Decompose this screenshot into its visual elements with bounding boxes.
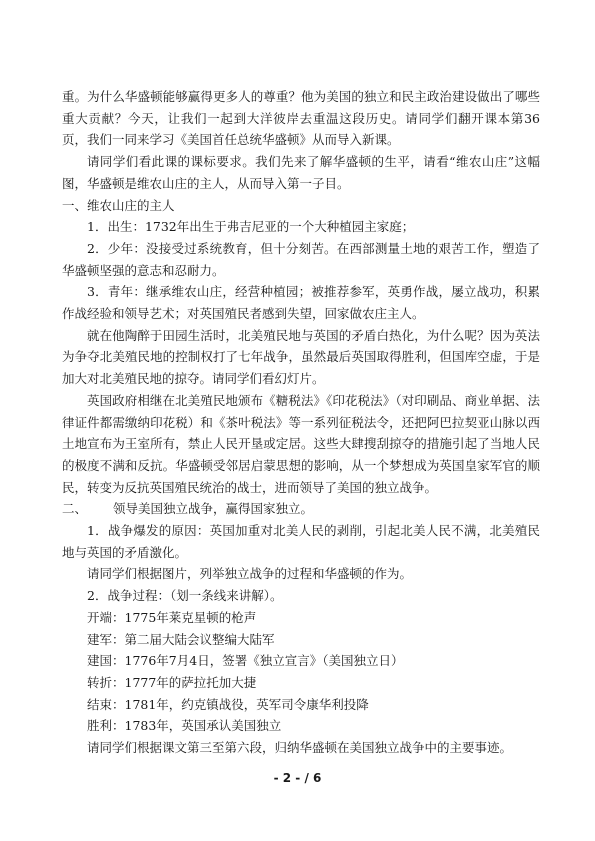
section-number: 二、 xyxy=(62,501,88,517)
list-item-young-adult: 3．青年：继承维农山庄，经营种植园；被推荐参军，英勇作战，屡立战功，积累作战经验和领导艺术；对英国殖民者感到失望，回家做农庄主人。 xyxy=(62,284,540,322)
list-item-youth: 2．少年：没接受过系统教育，但十分刻苦。在西部测量土地的艰苦工作，塑造了华盛顿坚强的意志和忍耐力。 xyxy=(62,240,540,278)
section-title: 领导美国独立战争，赢得国家独立。 xyxy=(113,501,314,517)
paragraph-conflict: 就在他陶醉于田园生活时，北美殖民地与英国的矛盾白热化，为什么呢？因为英法为争夺北美殖民地的控制权打了七年战争，虽然最后英国取得胜利，但国库空虚，于是加大对北美殖民地的掠夺。请同学们看幻灯片。 xyxy=(62,327,540,387)
section-heading-1: 一、维农山庄的主人 xyxy=(62,197,175,213)
timeline-end: 结束：1781年，约克镇战役，英军司令康华利投降 xyxy=(87,696,369,712)
list-item-war-process: 2．战争过程：（划一条线来讲解）。 xyxy=(87,588,283,604)
paragraph-instruction: 请同学们根据图片，列举独立战争的过程和华盛顿的作为。 xyxy=(87,566,413,582)
paragraph-tax-laws: 英国政府相继在北美殖民地颁布《糖税法》《印花税法》（对印刷品、商业单据、法律证件都需缴纳印花税）和《茶叶税法》等一系列征税法令，还把阿巴拉契亚山脉以西土地宣布为王室所有，禁止人民开垦或定居。这些大肆搜刮掠夺的措施引起了当地人民的极度不满和反抗。华盛顿受邻居启蒙思想的影响，从一个梦想成为英国皇家军官的顺民，转变为反抗英国殖民统治的战士，进而领导了美国的独立战争。 xyxy=(62,392,540,495)
timeline-turning-point: 转折：1777年的萨拉托加大捷 xyxy=(87,674,257,690)
section-heading-2 xyxy=(62,498,540,520)
paragraph-intro-cont: 重。为什么华盛顿能够赢得更多人的尊重？他为美国的独立和民主政治建设做出了哪些重大贡献？今天，让我们一起到大洋彼岸去重温这段历史。请同学们翻开课本第36页，我们一同来学习《美国首任总统华盛顿》从而导入新课。 xyxy=(62,89,540,148)
paragraph-summary-task: 请同学们根据课文第三至第六段，归纳华盛顿在美国独立战争中的主要事迹。 xyxy=(87,740,513,756)
list-item-war-cause: 1．战争爆发的原因：英国加重对北美人民的剥削，引起北美人民不满，北美殖民地与英国的矛盾激化。 xyxy=(62,523,540,560)
timeline-victory: 胜利：1783年，英国承认美国独立 xyxy=(87,718,282,734)
timeline-founding: 建国：1776年7月4日，签署《独立宣言》（美国独立日） xyxy=(87,653,404,669)
timeline-start: 开端：1775年莱克星顿的枪声 xyxy=(87,609,257,625)
paragraph-curriculum: 请同学们看此课的课标要求。我们先来了解华盛顿的生平，请看“维农山庄”这幅图，华盛顿是维农山庄的主人，从而导入第一子目。 xyxy=(62,154,540,191)
document-body xyxy=(62,86,540,759)
page-number: - 2 - / 6 xyxy=(273,771,322,785)
list-item-birth: 1．出生：1732年出生于弗吉尼亚的一个大种植园主家庭； xyxy=(87,219,415,235)
timeline-army: 建军：第二届大陆会议整编大陆军 xyxy=(87,631,275,647)
